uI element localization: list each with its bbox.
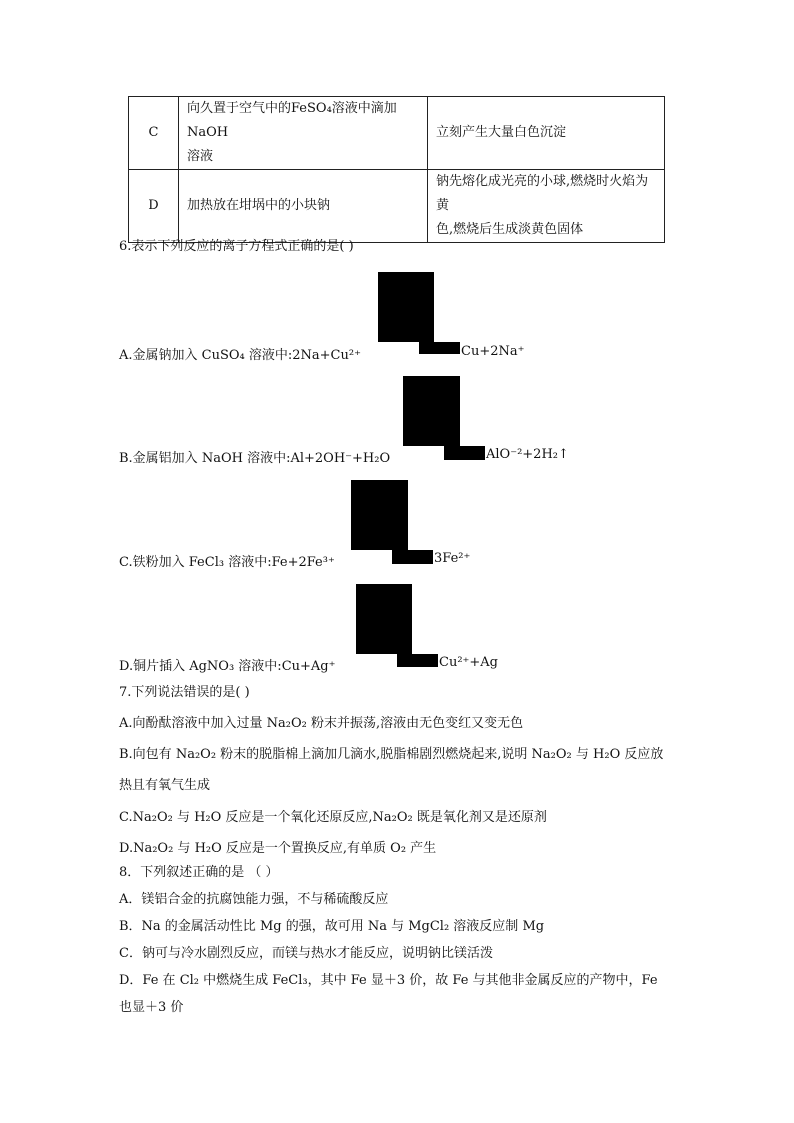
operation-line: 向久置于空气中的FeSO₄溶液中滴加NaOH — [187, 101, 397, 140]
q6-option-b: B.金属铝加入 NaOH 溶液中:Al+2OH⁻+H₂O — [119, 451, 391, 466]
q8-option-b: B．Na 的金属活动性比 Mg 的强，故可用 Na 与 MgCl₂ 溶液反应制 Mg — [119, 919, 545, 934]
redaction-block — [444, 446, 485, 460]
q6-option-d-product: Cu²⁺+Ag — [439, 655, 498, 670]
q8-option-c: C．钠可与冷水剧烈反应，而镁与热水才能反应，说明钠比镁活泼 — [119, 946, 493, 961]
q7-option-b: B.向包有 Na₂O₂ 粉末的脱脂棉上滴加几滴水,脱脂棉剧烈燃烧起来,说明 Na₂O₂ 与 H₂O 反应放 — [119, 747, 664, 762]
row-label: D — [129, 170, 179, 243]
redaction-block — [351, 480, 408, 550]
redaction-block — [392, 550, 433, 564]
redaction-block — [403, 376, 460, 446]
redaction-block — [378, 272, 434, 342]
options-table — [128, 96, 665, 243]
phenomenon-line: 色,燃烧后生成淡黄色固体 — [436, 222, 584, 237]
table-row — [129, 97, 665, 170]
q6-option-c: C.铁粉加入 FeCl₃ 溶液中:Fe+2Fe³⁺ — [119, 555, 335, 570]
row-label: C — [129, 97, 179, 170]
phenomenon-line: 钠先熔化成光亮的小球,燃烧时火焰为黄 — [436, 174, 649, 213]
q7-option-a: A.向酚酞溶液中加入过量 Na₂O₂ 粉末并振荡,溶液由无色变红又变无色 — [119, 716, 524, 731]
question-7-stem: 7.下列说法错误的是( ) — [119, 685, 250, 700]
q6-option-d: D.铜片插入 AgNO₃ 溶液中:Cu+Ag⁺ — [119, 659, 336, 674]
q6-option-a-product: Cu+2Na⁺ — [461, 344, 525, 359]
q7-option-b-cont: 热且有氧气生成 — [119, 778, 211, 793]
redaction-block — [419, 342, 460, 354]
question-6-stem: 6.表示下列反应的离子方程式正确的是( ) — [119, 239, 354, 254]
question-8-stem: 8．下列叙述正确的是 （ ） — [119, 865, 279, 880]
q6-option-a: A.金属钠加入 CuSO₄ 溶液中:2Na+Cu²⁺ — [119, 348, 361, 363]
q8-option-d-cont: 也显＋3 价 — [119, 1000, 184, 1015]
q6-option-b-product: AlO⁻²+2H₂↑ — [486, 447, 569, 462]
q6-option-c-product: 3Fe²⁺ — [434, 551, 471, 566]
operation-cell — [179, 97, 428, 170]
phenomenon-cell: 立刻产生大量白色沉淀 — [428, 97, 665, 170]
q7-option-d: D.Na₂O₂ 与 H₂O 反应是一个置换反应,有单质 O₂ 产生 — [119, 841, 437, 856]
q8-option-d: D．Fe 在 Cl₂ 中燃烧生成 FeCl₃，其中 Fe 显＋3 价，故 Fe 与其他非金属反应的产物中，Fe — [119, 973, 658, 988]
q8-option-a: A．镁铝合金的抗腐蚀能力强，不与稀硫酸反应 — [119, 892, 389, 907]
phenomenon-cell — [428, 170, 665, 243]
table-row — [129, 170, 665, 243]
redaction-block — [397, 654, 438, 667]
operation-line: 溶液 — [187, 149, 214, 164]
q7-option-c: C.Na₂O₂ 与 H₂O 反应是一个氧化还原反应,Na₂O₂ 既是氧化剂又是还原剂 — [119, 810, 547, 825]
redaction-block — [356, 584, 412, 654]
operation-cell: 加热放在坩埚中的小块钠 — [179, 170, 428, 243]
